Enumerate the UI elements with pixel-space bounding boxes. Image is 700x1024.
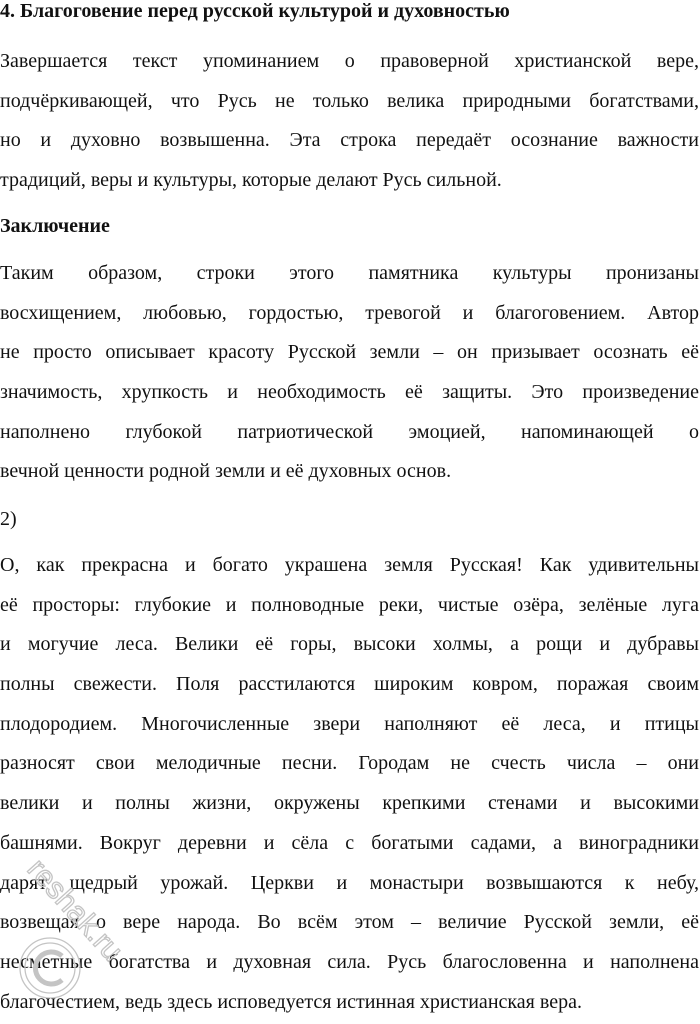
paragraph-line: наполнено глубокой патриотической эмоцией, напоминающей о bbox=[0, 420, 699, 443]
paragraph-line: традиций, веры и культуры, которые делают Русь сильной. bbox=[0, 169, 502, 192]
task-2-label bbox=[0, 500, 699, 540]
conclusion-paragraph bbox=[0, 254, 699, 492]
paragraph-line: благочестием, ведь здесь исповедуется истинная христианская вера. bbox=[0, 990, 582, 1013]
section-4-heading bbox=[0, 0, 699, 32]
paragraph-line: не просто описывает красоту Русской земли – он призывает осознать её bbox=[0, 341, 699, 364]
paragraph-line: Таким образом, строки этого памятника культуры пронизаны bbox=[0, 262, 699, 284]
paragraph-line: велики и полны жизни, окружены крепкими стенами и высокими bbox=[0, 792, 699, 815]
paragraph-line: плодородием. Многочисленные звери наполняют её леса, и птицы bbox=[0, 712, 699, 735]
paragraph-line: значимость, хрупкость и необходимость её защиты. Это произведение bbox=[0, 381, 699, 404]
conclusion-heading bbox=[0, 207, 699, 247]
paragraph-line: несметные богатства и духовная сила. Русь благословенна и наполнена bbox=[0, 950, 699, 973]
paragraph-line: и могучие леса. Велики её горы, высоки холмы, а рощи и дубравы bbox=[0, 633, 699, 656]
paragraph-line: разносят свои мелодичные песни. Городам не счесть числа – они bbox=[0, 752, 699, 775]
paragraph-line: О, как прекрасна и богато украшена земля Русская! Как удивительны bbox=[0, 554, 699, 576]
section-4-paragraph bbox=[0, 42, 699, 201]
svg-text:reshak.ru: reshak.ru bbox=[20, 852, 130, 968]
paragraph-line: восхищением, любовью, гордостью, тревогой и благоговением. Автор bbox=[0, 301, 699, 324]
label-text: 2) bbox=[0, 508, 17, 530]
heading-text: 4. Благоговение перед русской культурой и духовностью bbox=[0, 0, 510, 22]
paragraph-line: дарят щедрый урожай. Церкви и монастыри возвышаются к небу, bbox=[0, 871, 699, 894]
paragraph-line: Завершается текст упоминанием о правоверной христианской вере, bbox=[0, 50, 699, 72]
paragraph-line: подчёркивающей, что Русь не только велика природными богатствами, bbox=[0, 89, 699, 112]
heading-text: Заключение bbox=[0, 215, 110, 237]
paragraph-line: но и духовно возвышенна. Эта строка передаёт осознание важности bbox=[0, 129, 699, 152]
paragraph-line: вечной ценности родной земли и её духовных основ. bbox=[0, 460, 452, 483]
paragraph-line: её просторы: глубокие и полноводные реки, чистые озёра, зелёные луга bbox=[0, 593, 699, 616]
task-2-paragraph bbox=[0, 546, 699, 1022]
paragraph-line: возвещая о вере народа. Во всём этом – величие Русской земли, её bbox=[0, 911, 699, 934]
paragraph-line: полны свежести. Поля расстилаются широким ковром, поражая своим bbox=[0, 673, 699, 696]
paragraph-line: башнями. Вокруг деревни и сёла с богатыми садами, а виноградники bbox=[0, 831, 699, 854]
